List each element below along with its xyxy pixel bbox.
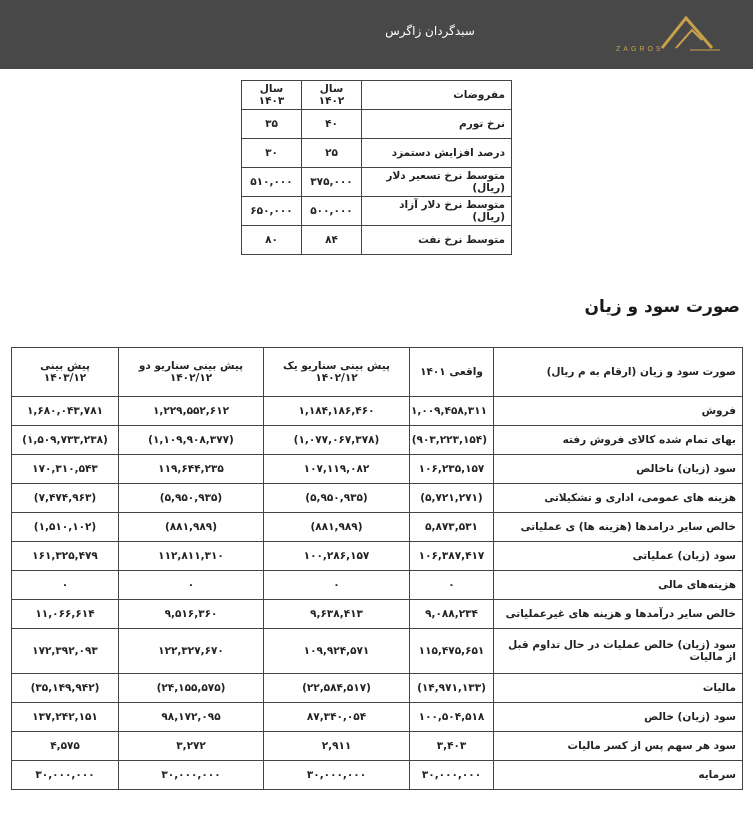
cell-forecast: ۱,۶۸۰,۰۴۳,۷۸۱ [12, 397, 119, 426]
row-label: سود (زیان) عملیاتی [494, 542, 743, 571]
cell-forecast: (۳۵,۱۴۹,۹۴۲) [12, 674, 119, 703]
assumption-label: متوسط نرخ نفت [362, 226, 512, 255]
row-label: خالص سایر درآمدها و هزینه های غیرعملیاتی [494, 600, 743, 629]
table-row [12, 703, 743, 732]
cell-scenario-2: ۳۰,۰۰۰,۰۰۰ [119, 761, 264, 790]
row-label: فروش [494, 397, 743, 426]
table-row [12, 426, 743, 455]
cell-forecast: ۱۷۲,۳۹۲,۰۹۳ [12, 629, 119, 674]
cell-actual: ۹,۰۸۸,۲۳۴ [410, 600, 494, 629]
row-label: هزینه های عمومی، اداری و تشکیلاتی [494, 484, 743, 513]
assumption-1402: ۳۷۵,۰۰۰ [302, 168, 362, 197]
table-row [12, 761, 743, 790]
cell-forecast: ۱۱,۰۶۶,۶۱۴ [12, 600, 119, 629]
page-header [0, 0, 753, 69]
assumption-1402: ۵۰۰,۰۰۰ [302, 197, 362, 226]
cell-scenario-2: ۱۱۲,۸۱۱,۳۱۰ [119, 542, 264, 571]
assumption-label: نرخ تورم [362, 110, 512, 139]
row-label: مالیات [494, 674, 743, 703]
cell-forecast: ۰ [12, 571, 119, 600]
cell-actual: ۱۰۰,۵۰۴,۵۱۸ [410, 703, 494, 732]
row-label: سود (زیان) ناخالص [494, 455, 743, 484]
cell-scenario-2: ۱,۲۲۹,۵۵۲,۶۱۲ [119, 397, 264, 426]
cell-scenario-2: ۱۲۲,۳۲۷,۶۷۰ [119, 629, 264, 674]
table-row [12, 732, 743, 761]
assumptions-row [242, 139, 512, 168]
cell-scenario-1: ۱,۱۸۴,۱۸۶,۴۶۰ [264, 397, 410, 426]
cell-actual: ۱۰۶,۲۳۵,۱۵۷ [410, 455, 494, 484]
cell-actual: ۳۰,۰۰۰,۰۰۰ [410, 761, 494, 790]
zagros-logo [610, 12, 722, 58]
cell-scenario-1: ۰ [264, 571, 410, 600]
row-label: سود (زیان) خالص [494, 703, 743, 732]
assumptions-header-label: مفروضات [362, 81, 512, 110]
cell-actual: (۹۰۳,۲۲۳,۱۵۴) [410, 426, 494, 455]
assumptions-header-row [242, 81, 512, 110]
section-title: صورت سود و زیان [584, 297, 740, 317]
cell-scenario-1: ۹,۶۳۸,۴۱۳ [264, 600, 410, 629]
cell-scenario-1: (۸۸۱,۹۸۹) [264, 513, 410, 542]
cell-forecast: ۱۷۰,۳۱۰,۵۴۳ [12, 455, 119, 484]
assumption-1403: ۳۵ [242, 110, 302, 139]
cell-forecast: ۱۶۱,۳۲۵,۴۷۹ [12, 542, 119, 571]
row-label: سرمایه [494, 761, 743, 790]
cell-forecast: ۳۰,۰۰۰,۰۰۰ [12, 761, 119, 790]
assumptions-table [241, 80, 512, 255]
assumption-label: متوسط نرخ تسعیر دلار (ریال) [362, 168, 512, 197]
row-label: بهای تمام شده کالای فروش رفته [494, 426, 743, 455]
assumption-1403: ۳۰ [242, 139, 302, 168]
income-header-row [12, 348, 743, 397]
cell-scenario-1: ۱۰۹,۹۲۴,۵۷۱ [264, 629, 410, 674]
cell-scenario-2: ۰ [119, 571, 264, 600]
header-title: سبدگردان زاگرس [385, 24, 475, 38]
cell-forecast: (۱,۵۱۰,۱۰۲) [12, 513, 119, 542]
cell-scenario-1: ۲,۹۱۱ [264, 732, 410, 761]
row-label: هزینه‌های مالی [494, 571, 743, 600]
cell-scenario-1: ۱۰۷,۱۱۹,۰۸۲ [264, 455, 410, 484]
assumptions-header-1403: سال ۱۴۰۳ [242, 81, 302, 110]
cell-forecast: (۱,۵۰۹,۷۳۳,۲۳۸) [12, 426, 119, 455]
cell-scenario-1: ۱۰۰,۲۸۶,۱۵۷ [264, 542, 410, 571]
logo-text: ZAGROS [616, 46, 664, 53]
cell-forecast: (۷,۴۷۴,۹۶۳) [12, 484, 119, 513]
cell-scenario-1: (۱,۰۷۷,۰۶۷,۳۷۸) [264, 426, 410, 455]
assumptions-header-1402: سال ۱۴۰۲ [302, 81, 362, 110]
table-row [12, 674, 743, 703]
table-row [12, 397, 743, 426]
income-header-scenario-1: پیش بینی سناریو یک ۱۴۰۲/۱۲ [264, 348, 410, 397]
assumption-1402: ۸۴ [302, 226, 362, 255]
cell-actual: ۵,۸۷۳,۵۳۱ [410, 513, 494, 542]
cell-scenario-2: ۹۸,۱۷۲,۰۹۵ [119, 703, 264, 732]
assumption-1402: ۲۵ [302, 139, 362, 168]
income-header-scenario-2: پیش بینی سناریو دو ۱۴۰۲/۱۲ [119, 348, 264, 397]
cell-scenario-1: ۸۷,۳۴۰,۰۵۴ [264, 703, 410, 732]
assumption-1402: ۴۰ [302, 110, 362, 139]
table-row [12, 571, 743, 600]
cell-scenario-2: (۵,۹۵۰,۹۳۵) [119, 484, 264, 513]
cell-actual: ۰ [410, 571, 494, 600]
assumption-1403: ۸۰ [242, 226, 302, 255]
row-label: سود هر سهم پس از کسر مالیات [494, 732, 743, 761]
assumptions-row [242, 197, 512, 226]
row-label: خالص سایر درامدها (هزینه ها) ی عملیاتی [494, 513, 743, 542]
cell-forecast: ۱۳۷,۲۴۲,۱۵۱ [12, 703, 119, 732]
table-row [12, 600, 743, 629]
assumptions-row [242, 110, 512, 139]
income-header-label: صورت سود و زیان (ارقام به م ریال) [494, 348, 743, 397]
assumption-1403: ۶۵۰,۰۰۰ [242, 197, 302, 226]
cell-scenario-1: (۲۲,۵۸۴,۵۱۷) [264, 674, 410, 703]
table-row [12, 513, 743, 542]
cell-scenario-2: ۱۱۹,۶۴۴,۲۳۵ [119, 455, 264, 484]
cell-actual: ۱,۰۰۹,۴۵۸,۳۱۱ [410, 397, 494, 426]
row-label: سود (زیان) خالص عملیات در حال تداوم قبل از مالیات [494, 629, 743, 674]
table-row [12, 484, 743, 513]
cell-scenario-1: (۵,۹۵۰,۹۳۵) [264, 484, 410, 513]
table-row [12, 629, 743, 674]
cell-forecast: ۴,۵۷۵ [12, 732, 119, 761]
income-statement-table [11, 347, 743, 790]
cell-scenario-2: (۸۸۱,۹۸۹) [119, 513, 264, 542]
cell-actual: (۱۴,۹۷۱,۱۳۳) [410, 674, 494, 703]
cell-actual: (۵,۷۲۱,۲۷۱) [410, 484, 494, 513]
assumption-label: متوسط نرخ دلار آزاد (ریال) [362, 197, 512, 226]
cell-actual: ۱۱۵,۴۷۵,۶۵۱ [410, 629, 494, 674]
cell-scenario-2: (۲۴,۱۵۵,۵۷۵) [119, 674, 264, 703]
table-row [12, 542, 743, 571]
income-header-forecast: پیش بینی ۱۴۰۳/۱۲ [12, 348, 119, 397]
assumption-label: درصد افزایش دستمزد [362, 139, 512, 168]
assumption-1403: ۵۱۰,۰۰۰ [242, 168, 302, 197]
cell-scenario-2: (۱,۱۰۹,۹۰۸,۳۷۷) [119, 426, 264, 455]
cell-scenario-2: ۳,۲۷۲ [119, 732, 264, 761]
cell-actual: ۳,۴۰۳ [410, 732, 494, 761]
cell-actual: ۱۰۶,۳۸۷,۴۱۷ [410, 542, 494, 571]
assumptions-row [242, 226, 512, 255]
cell-scenario-2: ۹,۵۱۶,۳۶۰ [119, 600, 264, 629]
cell-scenario-1: ۳۰,۰۰۰,۰۰۰ [264, 761, 410, 790]
table-row [12, 455, 743, 484]
income-header-actual: واقعی ۱۴۰۱ [410, 348, 494, 397]
assumptions-row [242, 168, 512, 197]
